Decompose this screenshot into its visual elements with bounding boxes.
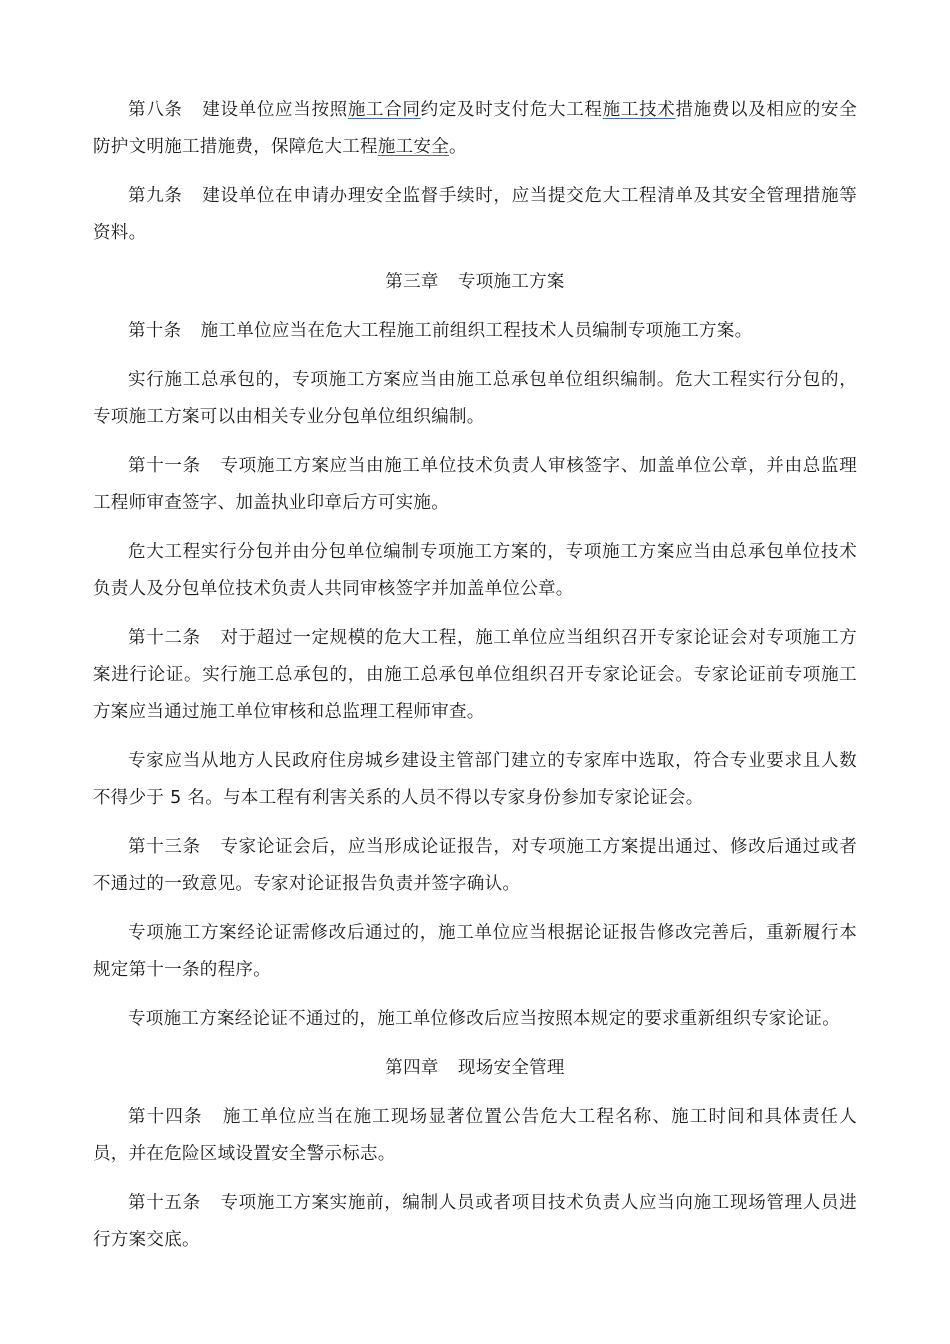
article-text: 施工单位应当在施工现场显著位置公告危大工程名称、施工时间和具体责任人员，并在危险区域设置安全警示标志。: [93, 1107, 857, 1164]
article-text: 措施费以及相应的安全防护文明施工措施费，保障危大工程: [93, 100, 858, 157]
article-9: [93, 178, 857, 252]
article-text: 专项施工方案应当由施工单位技术负责人审核签字、加盖单位公章，并由总监理工程师审查签字、加盖执业印章后方可实施。: [93, 456, 857, 513]
article-10-paragraph-2: 实行施工总承包的，专项施工方案应当由施工总承包单位组织编制。危大工程实行分包的，专项施工方案可以由相关专业分包单位组织编制。: [93, 370, 857, 427]
article-text: 专项施工方案实施前，编制人员或者项目技术负责人应当向施工现场管理人员进行方案交底。: [93, 1193, 857, 1250]
article-11: [93, 448, 857, 522]
article-text: 。: [449, 137, 467, 157]
chapter-number: 第四章: [385, 1058, 439, 1078]
article-text: 施工单位应当在危大工程施工前组织工程技术人员编制专项施工方案。: [200, 321, 753, 341]
article-text: 建设单位在申请办理安全监督手续时，应当提交危大工程清单及其安全管理措施等资料。: [93, 186, 858, 243]
document-body: [93, 92, 857, 1271]
chapter-title: 专项施工方案: [457, 272, 565, 292]
article-label: 第十二条: [128, 628, 201, 648]
link-construction-technology[interactable]: 施工技术: [602, 100, 676, 120]
article-label: 第十五条: [128, 1193, 201, 1213]
article-label: 第十三条: [128, 837, 201, 857]
article-13-paragraph-2: 专项施工方案经论证需修改后通过的，施工单位应当根据论证报告修改完善后，重新履行本规定第十一条的程序。: [93, 923, 857, 980]
article-label: 第八条: [128, 100, 183, 120]
chapter-title: 现场安全管理: [457, 1058, 565, 1078]
link-construction-safety[interactable]: 施工安全: [377, 137, 450, 157]
article-text: 专家应当从地方人民政府住房城乡建设主管部门建立的专家库中选取，符合专业要求且人数不得少于: [93, 751, 857, 808]
article-label: 第十一条: [128, 456, 201, 476]
article-text: 对于超过一定规模的危大工程，施工单位应当组织召开专家论证会对专项施工方案进行论证。实行施工总承包的，由施工总承包单位组织召开专家论证会。专家论证前专项施工方案应当通过施工单位审核和总监理工程师审查。: [93, 628, 857, 722]
chapter-4-heading: [93, 1050, 857, 1087]
article-13: [93, 829, 857, 903]
article-12-paragraph-2: [93, 743, 857, 817]
article-text: 约定及时支付危大工程: [420, 100, 603, 120]
article-13-paragraph-3: 专项施工方案经论证不通过的，施工单位修改后应当按照本规定的要求重新组织专家论证。: [128, 1009, 840, 1029]
article-text: 专家论证会后，应当形成论证报告，对专项施工方案提出通过、修改后通过或者不通过的一致意见。专家对论证报告负责并签字确认。: [93, 837, 857, 894]
article-label: 第九条: [128, 186, 183, 206]
article-14: [93, 1099, 857, 1173]
article-text: 建设单位应当按照: [201, 100, 348, 120]
article-12: [93, 620, 857, 731]
chapter-number: 第三章: [385, 272, 439, 292]
article-8: [93, 92, 857, 166]
article-15: [93, 1185, 857, 1259]
expert-count: 5: [170, 788, 182, 808]
article-11-paragraph-2: 危大工程实行分包并由分包单位编制专项施工方案的，专项施工方案应当由总承包单位技术负责人及分包单位技术负责人共同审核签字并加盖单位公章。: [93, 542, 857, 599]
chapter-3-heading: [93, 264, 857, 301]
article-label: 第十四条: [128, 1107, 203, 1127]
link-construction-contract[interactable]: 施工合同: [347, 100, 421, 120]
article-10: [93, 313, 857, 350]
article-label: 第十条: [128, 321, 182, 341]
article-text: 名。与本工程有利害关系的人员不得以专家身份参加专家论证会。: [187, 788, 704, 808]
